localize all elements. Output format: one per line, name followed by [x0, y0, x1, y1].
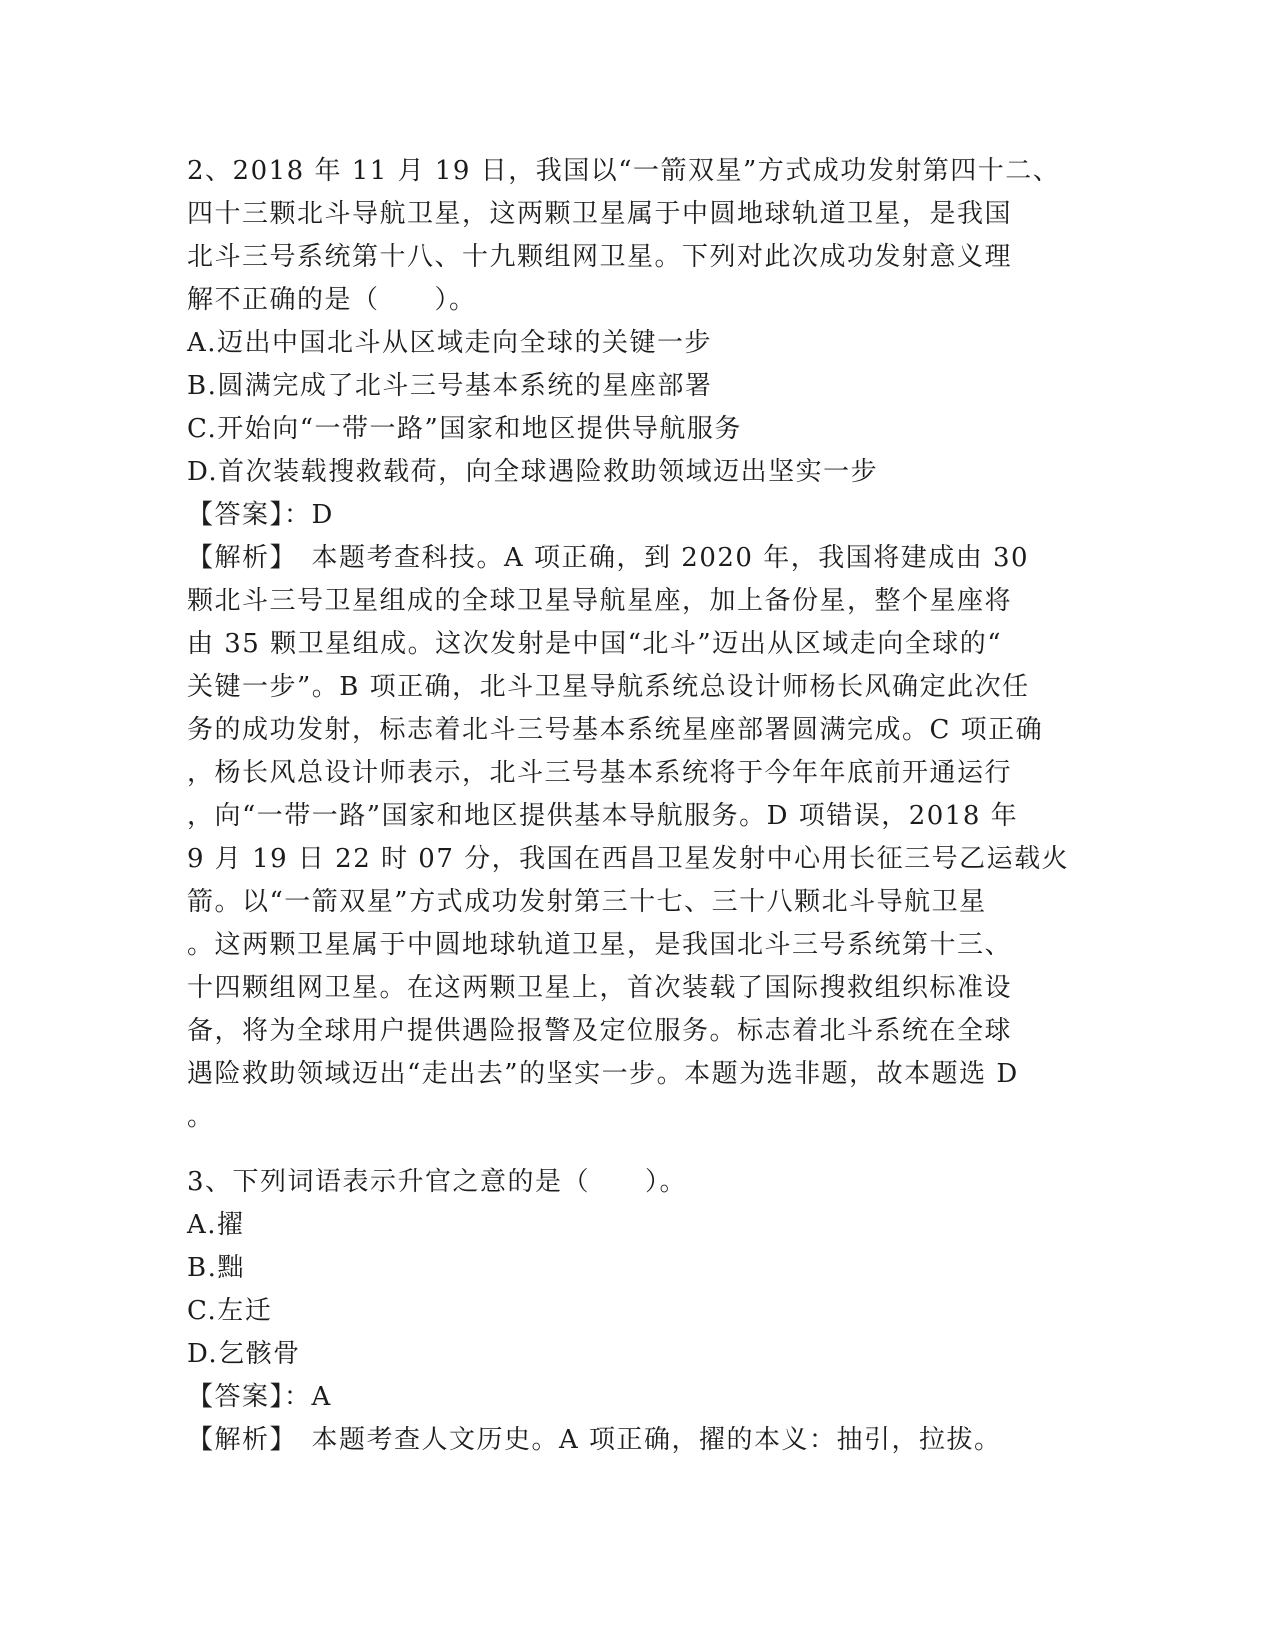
question-stem-line: 3、下列词语表示升官之意的是（ ）。 [187, 1167, 688, 1197]
option-b: B.圆满完成了北斗三号基本系统的星座部署 [187, 371, 713, 401]
analysis-line: 颗北斗三号卫星组成的全球卫星导航星座，加上备份星，整个星座将 [187, 586, 1013, 616]
answer-line: 【答案】：A [187, 1382, 332, 1412]
question-3 [187, 1161, 1087, 1462]
question-stem-line: 2、2018 年 11 月 19 日，我国以“一箭双星”方式成功发射第四十二、 [187, 156, 1061, 186]
analysis-line: 务的成功发射，标志着北斗三号基本系统星座部署圆满完成。C 项正确 [187, 715, 1044, 745]
question-spacer [187, 1139, 1087, 1161]
option-d: D.乞骸骨 [187, 1339, 301, 1369]
analysis-line: 9 月 19 日 22 时 07 分，我国在西昌卫星发射中心用长征三号乙运载火 [187, 844, 1070, 874]
option-c: C.开始向“一带一路”国家和地区提供导航服务 [187, 414, 742, 444]
option-c: C.左迁 [187, 1296, 273, 1326]
analysis-line: 十四颗组网卫星。在这两颗卫星上，首次装载了国际搜救组织标准设 [187, 973, 1013, 1003]
analysis-line: 关键一步”。B 项正确，北斗卫星导航系统总设计师杨长风确定此次任 [187, 672, 1030, 702]
question-2 [187, 150, 1087, 1139]
analysis-line: 遇险救助领域迈出“走出去”的坚实一步。本题为选非题，故本题选 D [187, 1059, 1019, 1089]
analysis-line: 【解析】 本题考查人文历史。A 项正确，擢的本义：抽引，拉拔。 [187, 1425, 1002, 1455]
option-a: A.迈出中国北斗从区域走向全球的关键一步 [187, 328, 713, 358]
analysis-line: 备，将为全球用户提供遇险报警及定位服务。标志着北斗系统在全球 [187, 1016, 1013, 1046]
analysis-line: ，向“一带一路”国家和地区提供基本导航服务。D 项错误，2018 年 [187, 801, 1019, 831]
question-stem-line: 北斗三号系统第十八、十九颗组网卫星。下列对此次成功发射意义理 [187, 242, 1013, 272]
option-a: A.擢 [187, 1210, 245, 1240]
analysis-line: 由 35 颗卫星组成。这次发射是中国“北斗”迈出从区域走向全球的“ [187, 629, 1002, 659]
analysis-line: 【解析】 本题考查科技。A 项正确，到 2020 年，我国将建成由 30 [187, 543, 1030, 573]
question-stem-line: 解不正确的是（ ）。 [187, 285, 477, 315]
analysis-line: 。这两颗卫星属于中圆地球轨道卫星，是我国北斗三号系统第十三、 [187, 930, 1013, 960]
answer-line: 【答案】：D [187, 500, 334, 530]
option-b: B.黜 [187, 1253, 245, 1283]
analysis-line: 。 [187, 1102, 215, 1132]
question-stem-line: 四十三颗北斗导航卫星，这两颗卫星属于中圆地球轨道卫星，是我国 [187, 199, 1013, 229]
analysis-line: 箭。以“一箭双星”方式成功发射第三十七、三十八颗北斗导航卫星 [187, 887, 987, 917]
analysis-line: ，杨长风总设计师表示，北斗三号基本系统将于今年年底前开通运行 [187, 758, 1013, 788]
document-page [187, 150, 1087, 1462]
option-d: D.首次装载搜救载荷，向全球遇险救助领域迈出坚实一步 [187, 457, 879, 487]
